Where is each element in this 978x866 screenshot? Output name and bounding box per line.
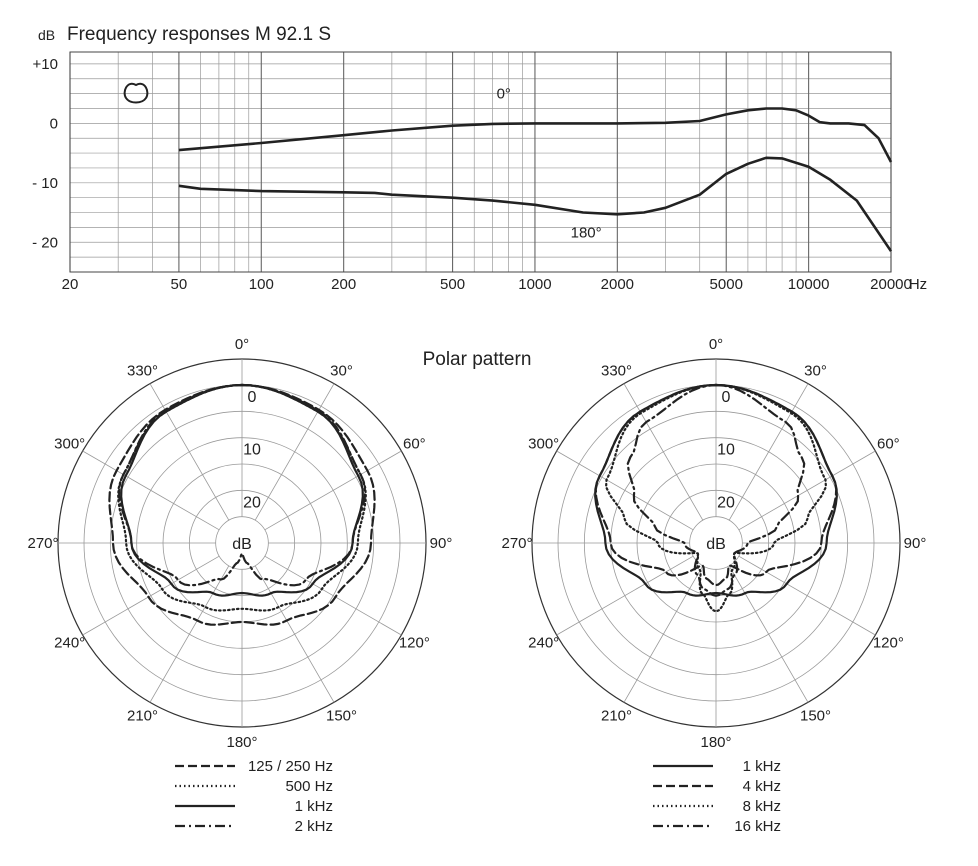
polar-title: Polar pattern [422, 349, 532, 370]
polar-angle-label: 30° [804, 362, 827, 380]
y-axis-unit: dB [38, 27, 56, 43]
polar-spoke [150, 384, 229, 521]
x-axis-unit: Hz [908, 276, 928, 293]
polar-spoke [624, 384, 703, 521]
polar-spoke [265, 451, 402, 530]
polar-angle-label: 120° [872, 634, 904, 652]
polar-ring-label: 0 [247, 389, 257, 406]
x-tick-label: 20000 [870, 276, 912, 293]
polar-angle-label: 90° [903, 535, 927, 552]
series-label: 180° [570, 224, 602, 242]
polar-angle-label: 150° [325, 707, 358, 725]
polar-angle-label: 90° [429, 535, 453, 552]
x-tick-label: 1000 [518, 276, 552, 293]
polar-plot-low-frequencies [27, 336, 452, 751]
cardioid-icon [125, 84, 148, 103]
legend-label: 4 kHz [742, 778, 781, 795]
x-tick-label: 2000 [600, 276, 635, 293]
legend-label: 500 Hz [285, 778, 333, 795]
polar-angle-label: 210° [600, 707, 633, 725]
polar-angle-label: 150° [799, 707, 832, 725]
x-tick-label: 5000 [709, 276, 743, 293]
polar-angle-label: 300° [528, 435, 560, 453]
polar-ring-label: 10 [243, 441, 261, 459]
polar-angle-label: 60° [876, 435, 900, 453]
frequency-response-chart [32, 24, 927, 293]
polar-spoke [624, 566, 703, 703]
x-tick-label: 10000 [787, 276, 830, 293]
legend-label: 1 kHz [294, 798, 333, 815]
polar-spoke [729, 566, 808, 703]
y-tick-label: 0 [49, 115, 58, 133]
polar-ring-label: 20 [717, 494, 735, 512]
polar-angle-label: 270° [501, 535, 533, 552]
polar-angle-label: 270° [27, 535, 59, 552]
legend-label: 125 / 250 Hz [247, 758, 333, 775]
x-tick-label: 100 [248, 276, 274, 293]
polar-angle-label: 0° [708, 336, 724, 353]
polar-angle-label: 240° [54, 634, 86, 652]
polar-ring-label: dB [232, 536, 252, 553]
polar-angle-label: 30° [330, 362, 353, 380]
polar-angle-label: 330° [126, 362, 159, 380]
polar-ring-label: 20 [243, 494, 261, 512]
y-tick-label: - 20 [32, 234, 58, 252]
legend-label: 2 kHz [294, 818, 333, 835]
polar-angle-label: 60° [402, 435, 426, 453]
polar-plot-high-frequencies [501, 336, 926, 751]
plot-frame [70, 52, 891, 272]
series-label: 0° [496, 85, 511, 103]
chart-title: Frequency responses M 92.1 S [67, 24, 332, 45]
y-tick-label: - 10 [32, 174, 58, 192]
polar-angle-label: 240° [528, 634, 560, 652]
polar-ring-label: 0 [721, 389, 731, 406]
x-tick-label: 50 [170, 276, 188, 293]
x-tick-label: 200 [331, 276, 357, 293]
legend-label: 16 kHz [734, 818, 781, 835]
polar-angle-label: 330° [600, 362, 633, 380]
polar-angle-label: 0° [234, 336, 250, 353]
polar-spoke [83, 451, 220, 530]
legend-high-frequencies [653, 758, 781, 835]
polar-angle-label: 300° [54, 435, 86, 453]
x-tick-label: 500 [440, 276, 466, 293]
polar-angle-label: 210° [126, 707, 159, 725]
polar-ring-label: dB [706, 536, 726, 553]
polar-spoke [255, 384, 334, 521]
x-tick-label: 20 [61, 276, 79, 293]
polar-spoke [729, 384, 808, 521]
polar-angle-label: 120° [398, 634, 430, 652]
grid [70, 52, 891, 272]
legend-low-frequencies [175, 758, 333, 835]
polar-ring-label: 10 [717, 441, 735, 459]
legend-label: 1 kHz [742, 758, 781, 775]
polar-angle-label: 180° [700, 734, 732, 751]
polar-spoke [150, 566, 229, 703]
legend-label: 8 kHz [742, 798, 781, 815]
y-tick-label: +10 [32, 55, 58, 73]
polar-angle-label: 180° [226, 734, 258, 751]
